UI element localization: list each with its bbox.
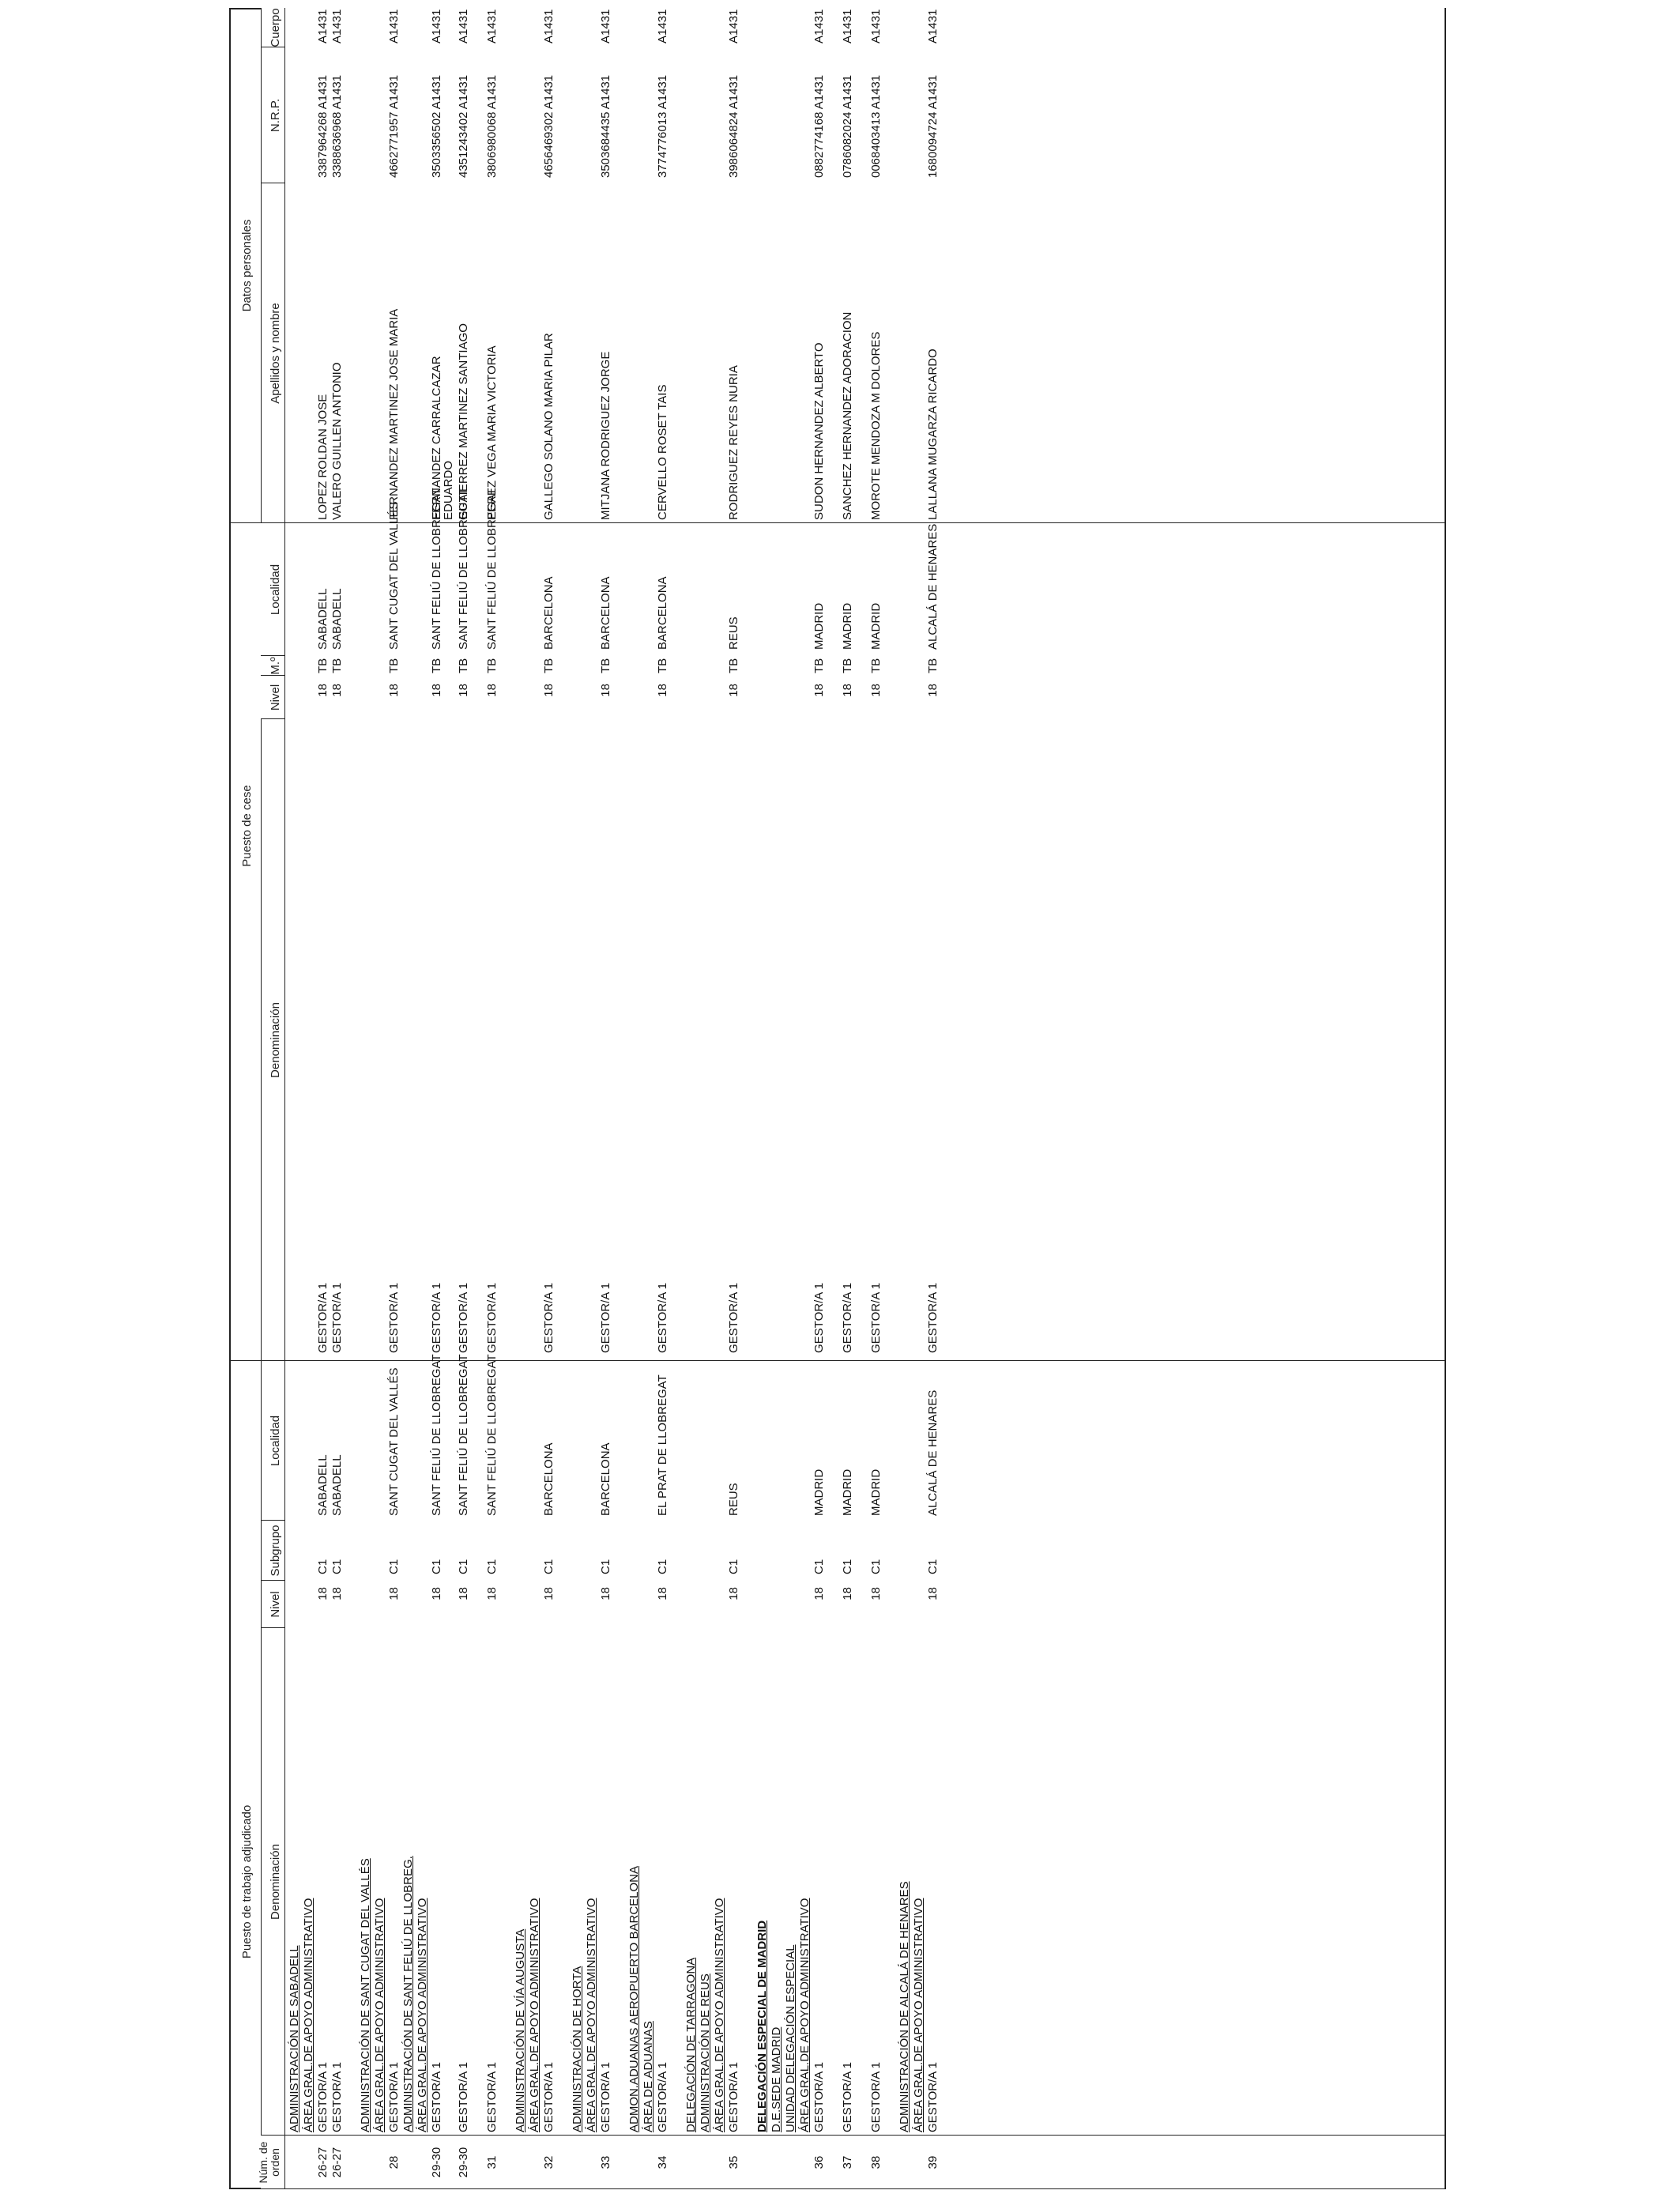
cell-den: GESTOR/A 1 xyxy=(656,2062,669,2132)
cell-cniv: 18 xyxy=(387,684,401,697)
cell-den: GESTOR/A 1 xyxy=(330,2062,344,2132)
cell-name: SUDON HERNANDEZ ALBERTO xyxy=(812,342,826,520)
cell-name: PEREZ VEGA MARIA VICTORIA xyxy=(485,345,499,520)
cell-name: MOROTE MENDOZA M DOLORES xyxy=(869,331,883,520)
cell-den: GESTOR/A 1 xyxy=(599,2062,612,2132)
cell-sub: C1 xyxy=(656,1559,669,1574)
cell-cuerpo: A1431 xyxy=(542,9,556,43)
rule-bottom xyxy=(1445,8,1446,2189)
cell-num: 39 xyxy=(926,2155,940,2169)
cell-num: 26-27 xyxy=(330,2147,344,2178)
cell-cniv: 18 xyxy=(841,684,854,697)
col-header-mo: M.º xyxy=(269,657,282,675)
cell-cloc: MADRID xyxy=(812,602,826,650)
unit-heading: ÁREA GRAL.DE APOYO ADMINISTRATIVO xyxy=(528,1898,541,2132)
unit-heading: ADMINISTRACIÓN DE SANT CUGAT DEL VALLÉS xyxy=(359,1858,372,2132)
cell-mo: TB xyxy=(926,658,940,673)
cell-cloc: BARCELONA xyxy=(542,576,556,650)
cell-cden: GESTOR/A 1 xyxy=(430,1283,443,1353)
col-header-cuerpo: Cuerpo xyxy=(269,8,282,47)
cell-cloc: SANT FELIÚ DE LLOBREGAT xyxy=(485,488,499,650)
cell-cden: GESTOR/A 1 xyxy=(330,1283,344,1353)
cell-loc: MADRID xyxy=(812,1468,826,1516)
unit-heading: ADMINISTRACIÓN DE SANT FELIÚ DE LLOBREG. xyxy=(401,1856,415,2132)
unit-heading: ÁREA GRAL.DE APOYO ADMINISTRATIVO xyxy=(302,1898,315,2132)
rule-group-awarded-bottom xyxy=(261,1361,262,2136)
cell-mo: TB xyxy=(656,658,669,673)
cell-name: RODRIGUEZ REYES NURIA xyxy=(727,365,740,520)
cell-niv: 18 xyxy=(430,1587,443,1600)
table-document xyxy=(229,8,1446,2189)
cell-loc: EL PRAT DE LLOBREGAT xyxy=(656,1374,669,1516)
cell-cloc: SABADELL xyxy=(316,588,330,650)
cell-den: GESTOR/A 1 xyxy=(485,2062,499,2132)
cell-num: 28 xyxy=(387,2155,401,2169)
cell-cniv: 18 xyxy=(330,684,344,697)
cell-cden: GESTOR/A 1 xyxy=(656,1283,669,1353)
cell-cloc: BARCELONA xyxy=(656,576,669,650)
cell-sub: C1 xyxy=(457,1559,470,1574)
cell-cden: GESTOR/A 1 xyxy=(599,1283,612,1353)
cell-cloc: SANT CUGAT DEL VALLÉS xyxy=(387,501,401,650)
cell-cden: GESTOR/A 1 xyxy=(841,1283,854,1353)
rule-group-cese-bottom xyxy=(261,719,262,1361)
cell-name: LALLANA MUGARZA RICARDO xyxy=(926,349,940,520)
cell-cniv: 18 xyxy=(656,684,669,697)
cell-sub: C1 xyxy=(727,1559,740,1574)
cell-sub: C1 xyxy=(430,1559,443,1574)
cell-mo: TB xyxy=(316,658,330,673)
cell-den: GESTOR/A 1 xyxy=(841,2062,854,2132)
unit-heading: ADMINISTRACIÓN DE HORTA xyxy=(571,1966,584,2132)
rule-top xyxy=(229,8,231,2189)
cell-mo: TB xyxy=(869,658,883,673)
cell-num: 29-30 xyxy=(430,2147,443,2178)
col-header-subgrupo: Subgrupo xyxy=(269,1525,282,1577)
rule-group-div-1 xyxy=(229,1360,261,1361)
col-header-denominacion: Denominación xyxy=(269,1844,282,1920)
cell-mo: TB xyxy=(812,658,826,673)
cell-cden: GESTOR/A 1 xyxy=(727,1283,740,1353)
cell-mo: TB xyxy=(727,658,740,673)
cell-mo: TB xyxy=(485,658,499,673)
cell-mo: TB xyxy=(387,658,401,673)
unit-heading: ADMON.ADUANAS AEROPUERTO BARCELONA xyxy=(627,1865,641,2132)
cell-niv: 18 xyxy=(542,1587,556,1600)
cell-num: 38 xyxy=(869,2155,883,2169)
cell-cden: GESTOR/A 1 xyxy=(316,1283,330,1353)
cell-niv: 18 xyxy=(727,1587,740,1600)
cell-cuerpo: A1431 xyxy=(330,9,344,43)
cell-loc: MADRID xyxy=(841,1468,854,1516)
cell-cniv: 18 xyxy=(812,684,826,697)
cell-loc: SANT FELIÚ DE LLOBREGAT xyxy=(430,1354,443,1516)
cell-name: GALLEGO SOLANO MARIA PILAR xyxy=(542,333,556,520)
cell-sub: C1 xyxy=(485,1559,499,1574)
cell-niv: 18 xyxy=(841,1587,854,1600)
cell-name-cont: EDUARDO xyxy=(442,460,455,520)
cell-num: 26-27 xyxy=(316,2147,330,2178)
cell-cuerpo: A1431 xyxy=(841,9,854,43)
cell-cden: GESTOR/A 1 xyxy=(387,1283,401,1353)
cell-name: MITJANA RODRIGUEZ JORGE xyxy=(599,351,612,520)
cell-nrp: 3388636968 A1431 xyxy=(330,74,344,178)
cell-den: GESTOR/A 1 xyxy=(812,2062,826,2132)
cell-loc: SABADELL xyxy=(316,1454,330,1516)
col-header-nivel: Nivel xyxy=(269,1591,282,1618)
cell-cniv: 18 xyxy=(485,684,499,697)
cell-sub: C1 xyxy=(542,1559,556,1574)
cell-den: GESTOR/A 1 xyxy=(457,2062,470,2132)
cell-cloc: ALCALÁ DE HENARES xyxy=(926,523,940,650)
cell-nrp: 1680094724 A1431 xyxy=(926,74,940,178)
cell-loc: SABADELL xyxy=(330,1454,344,1516)
cell-cuerpo: A1431 xyxy=(656,9,669,43)
cell-cloc: SABADELL xyxy=(330,588,344,650)
cell-num: 29-30 xyxy=(457,2147,470,2178)
group-header-awarded: Puesto de trabajo adjudicado xyxy=(240,1804,254,1959)
cell-den: GESTOR/A 1 xyxy=(430,2062,443,2132)
cell-cniv: 18 xyxy=(926,684,940,697)
cell-mo: TB xyxy=(542,658,556,673)
cell-nrp: 3986064824 A1431 xyxy=(727,74,740,178)
cell-nrp: 0786082024 A1431 xyxy=(841,74,854,178)
cell-cniv: 18 xyxy=(599,684,612,697)
cell-name: FERNANDEZ CARRALCAZAR xyxy=(430,356,443,520)
cell-nrp: 3774776013 A1431 xyxy=(656,74,669,178)
cell-nrp: 4351243402 A1431 xyxy=(457,74,470,178)
cell-sub: C1 xyxy=(812,1559,826,1574)
cell-num: 34 xyxy=(656,2155,669,2169)
cell-cuerpo: A1431 xyxy=(457,9,470,43)
cell-niv: 18 xyxy=(599,1587,612,1600)
cell-niv: 18 xyxy=(485,1587,499,1600)
cell-den: GESTOR/A 1 xyxy=(926,2062,940,2132)
cell-loc: MADRID xyxy=(869,1468,883,1516)
cell-sub: C1 xyxy=(599,1559,612,1574)
cell-den: GESTOR/A 1 xyxy=(727,2062,740,2132)
cell-cuerpo: A1431 xyxy=(727,9,740,43)
cell-cloc: REUS xyxy=(727,616,740,650)
cell-cniv: 18 xyxy=(869,684,883,697)
col-header-cese-localidad: Localidad xyxy=(269,564,282,616)
cell-num: 33 xyxy=(599,2155,612,2169)
cell-name: SANCHEZ HERNANDEZ ADORACION xyxy=(841,311,854,520)
rule-group-personal-bottom xyxy=(261,8,262,523)
cell-cloc: MADRID xyxy=(841,602,854,650)
cell-niv: 18 xyxy=(656,1587,669,1600)
cell-nrp: 0068403413 A1431 xyxy=(869,74,883,178)
cell-niv: 18 xyxy=(926,1587,940,1600)
cell-name: VALERO GUILLEN ANTONIO xyxy=(330,362,344,520)
cell-sub: C1 xyxy=(869,1559,883,1574)
cell-niv: 18 xyxy=(812,1587,826,1600)
cell-sub: C1 xyxy=(841,1559,854,1574)
cell-niv: 18 xyxy=(316,1587,330,1600)
unit-heading: ÁREA GRAL.DE APOYO ADMINISTRATIVO xyxy=(585,1898,598,2132)
cell-cuerpo: A1431 xyxy=(812,9,826,43)
cell-num: 31 xyxy=(485,2155,499,2169)
group-header-cese: Puesto de cese xyxy=(240,785,254,867)
cell-nrp: 3387964268 A1431 xyxy=(316,74,330,178)
cell-num: 37 xyxy=(841,2155,854,2169)
cell-cuerpo: A1431 xyxy=(430,9,443,43)
unit-heading: ÁREA GRAL.DE APOYO ADMINISTRATIVO xyxy=(798,1898,812,2132)
unit-heading: ÁREA DE ADUANAS xyxy=(642,2021,655,2132)
cell-niv: 18 xyxy=(869,1587,883,1600)
cell-sub: C1 xyxy=(316,1559,330,1574)
cell-cden: GESTOR/A 1 xyxy=(812,1283,826,1353)
cell-den: GESTOR/A 1 xyxy=(316,2062,330,2132)
cell-cniv: 18 xyxy=(430,684,443,697)
cell-cden: GESTOR/A 1 xyxy=(542,1283,556,1353)
cell-cuerpo: A1431 xyxy=(869,9,883,43)
cell-nrp: 0882774168 A1431 xyxy=(812,74,826,178)
cell-cden: GESTOR/A 1 xyxy=(457,1283,470,1353)
col-header-apellidos: Apellidos y nombre xyxy=(269,303,282,404)
cell-mo: TB xyxy=(841,658,854,673)
cell-niv: 18 xyxy=(387,1587,401,1600)
cell-loc: ALCALÁ DE HENARES xyxy=(926,1389,940,1516)
cell-num: 35 xyxy=(727,2155,740,2169)
cell-cden: GESTOR/A 1 xyxy=(926,1283,940,1353)
cell-cniv: 18 xyxy=(542,684,556,697)
cell-mo: TB xyxy=(430,658,443,673)
cell-cden: GESTOR/A 1 xyxy=(869,1283,883,1353)
cell-sub: C1 xyxy=(926,1559,940,1574)
cell-niv: 18 xyxy=(457,1587,470,1600)
cell-name: CERVELLO ROSET TAIS xyxy=(656,384,669,520)
cell-nrp: 3806980068 A1431 xyxy=(485,74,499,178)
group-header-personal: Datos personales xyxy=(240,219,254,312)
cell-nrp: 3503684435 A1431 xyxy=(599,74,612,178)
cell-niv: 18 xyxy=(330,1587,344,1600)
rule-colheaders-bottom xyxy=(284,8,285,2189)
cell-mo: TB xyxy=(330,658,344,673)
cell-mo: TB xyxy=(599,658,612,673)
unit-heading: ÁREA GRAL.DE APOYO ADMINISTRATIVO xyxy=(416,1898,429,2132)
cell-cuerpo: A1431 xyxy=(926,9,940,43)
cell-loc: BARCELONA xyxy=(599,1442,612,1516)
cell-cloc: MADRID xyxy=(869,602,883,650)
unit-heading: ADMINISTRACIÓN DE ALCALÁ DE HENARES xyxy=(898,1881,911,2132)
cell-name: FERNANDEZ MARTINEZ JOSE MARIA xyxy=(387,308,401,520)
cell-num: 32 xyxy=(542,2155,556,2169)
cell-nrp: 4662771957 A1431 xyxy=(387,74,401,178)
col-header-nrp: N.R.P. xyxy=(269,98,282,133)
cell-cloc: BARCELONA xyxy=(599,576,612,650)
cell-mo: TB xyxy=(457,658,470,673)
cell-den: GESTOR/A 1 xyxy=(387,2062,401,2132)
cell-sub: C1 xyxy=(330,1559,344,1574)
col-header-localidad: Localidad xyxy=(269,1415,282,1467)
unit-heading: ÁREA GRAL.DE APOYO ADMINISTRATIVO xyxy=(912,1898,925,2132)
cell-cniv: 18 xyxy=(727,684,740,697)
cell-name: GUTIERREZ MARTINEZ SANTIAGO xyxy=(457,323,470,520)
rule-left-body xyxy=(229,2188,1446,2189)
cell-cloc: SANT FELIÚ DE LLOBREGAT xyxy=(457,488,470,650)
cell-cloc: SANT FELIÚ DE LLOBREGAT xyxy=(430,488,443,650)
cell-nrp: 4656469302 A1431 xyxy=(542,74,556,178)
unit-heading: ADMINISTRACIÓN DE VÍA AUGUSTA xyxy=(514,1928,527,2132)
cell-cniv: 18 xyxy=(316,684,330,697)
cell-cden: GESTOR/A 1 xyxy=(485,1283,499,1353)
cell-cuerpo: A1431 xyxy=(599,9,612,43)
cell-loc: SANT CUGAT DEL VALLÉS xyxy=(387,1367,401,1516)
cell-den: GESTOR/A 1 xyxy=(869,2062,883,2132)
unit-heading: D.E.SEDE MADRID xyxy=(770,2026,783,2132)
col-header-cese-denominacion: Denominación xyxy=(269,1002,282,1078)
cell-sub: C1 xyxy=(387,1559,401,1574)
unit-heading: DELEGACIÓN DE TARRAGONA xyxy=(684,1957,698,2132)
unit-heading: UNIDAD DELEGACIÓN ESPECIAL xyxy=(784,1944,797,2132)
unit-heading: ADMINISTRACIÓN DE REUS xyxy=(699,1973,712,2132)
cell-name: LOPEZ ROLDAN JOSE xyxy=(316,394,330,520)
unit-heading: DELEGACIÓN ESPECIAL DE MADRID xyxy=(755,1920,769,2132)
cell-den: GESTOR/A 1 xyxy=(542,2062,556,2132)
col-header-cese-nivel: Nivel xyxy=(269,684,282,711)
cell-nrp: 3503356502 A1431 xyxy=(430,74,443,178)
cell-cniv: 18 xyxy=(457,684,470,697)
cell-cuerpo: A1431 xyxy=(485,9,499,43)
cell-cuerpo: A1431 xyxy=(316,9,330,43)
cell-loc: SANT FELIÚ DE LLOBREGAT xyxy=(457,1354,470,1516)
cell-loc: SANT FELIÚ DE LLOBREGAT xyxy=(485,1354,499,1516)
unit-heading: ADMINISTRACIÓN DE SABADELL xyxy=(288,1945,301,2132)
cell-cuerpo: A1431 xyxy=(387,9,401,43)
cell-loc: REUS xyxy=(727,1483,740,1516)
cell-num: 36 xyxy=(812,2155,826,2169)
cell-loc: BARCELONA xyxy=(542,1442,556,1516)
unit-heading: ÁREA GRAL.DE APOYO ADMINISTRATIVO xyxy=(713,1898,726,2132)
unit-heading: ÁREA GRAL.DE APOYO ADMINISTRATIVO xyxy=(373,1898,386,2132)
col-header-num-orden: Núm. de orden xyxy=(257,2141,281,2184)
